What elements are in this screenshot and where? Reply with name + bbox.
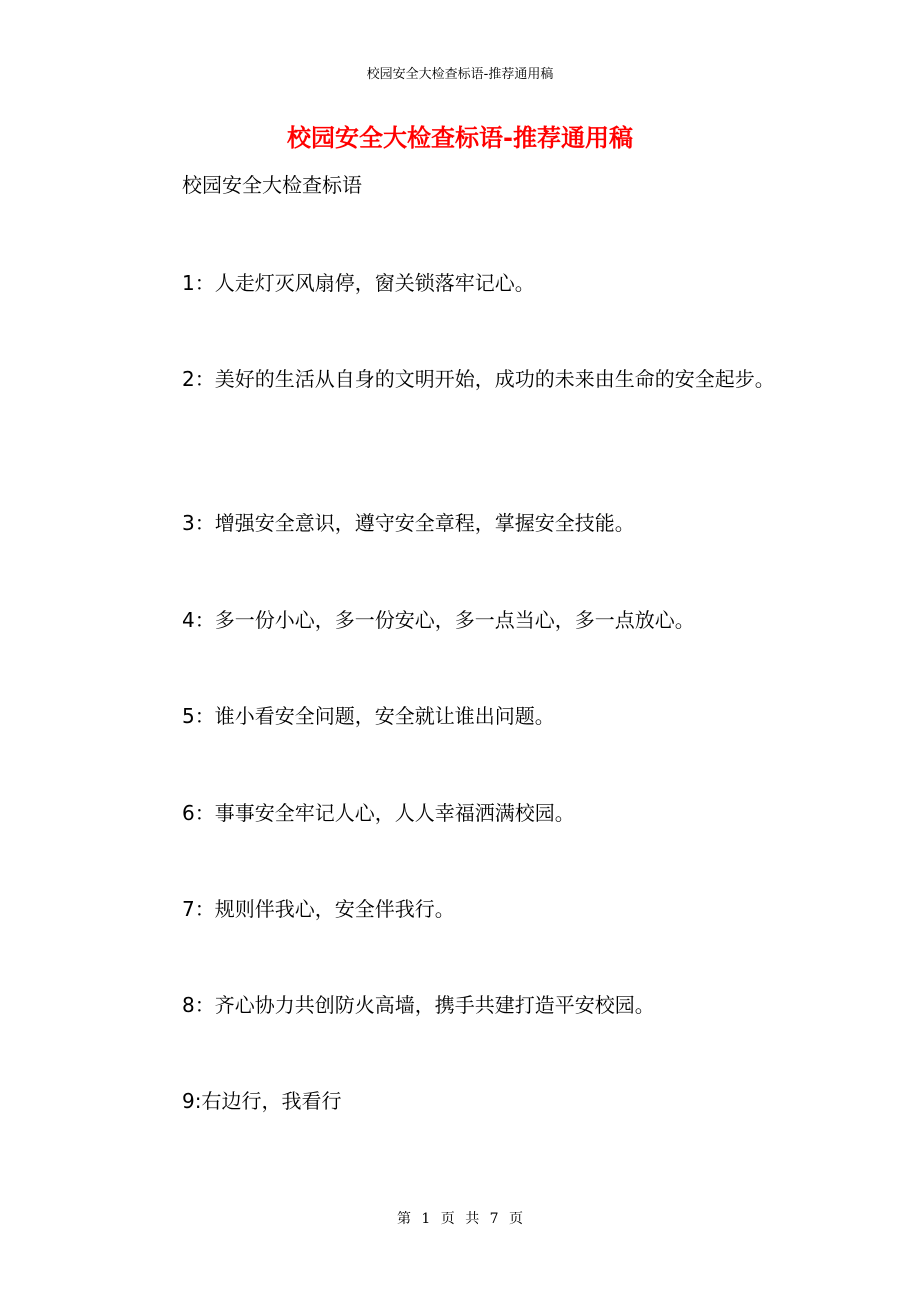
page-number-footer: 第 1 页 共 7 页 — [396, 1211, 524, 1227]
slogan-2: 2：美好的生活从自身的文明开始，成功的未来由生命的安全起步。 — [182, 367, 775, 391]
slogan-8: 8：齐心协力共创防火高墙，携手共建打造平安校园。 — [182, 993, 655, 1017]
slogan-5: 5：谁小看安全问题，安全就让谁出问题。 — [182, 704, 555, 728]
slogan-3: 3：增强安全意识，遵守安全章程，掌握安全技能。 — [182, 511, 635, 535]
running-header: 校园安全大检查标语-推荐通用稿 — [366, 67, 554, 82]
paragraph-subtitle: 校园安全大检查标语 — [182, 173, 362, 197]
slogan-7: 7：规则伴我心，安全伴我行。 — [182, 897, 455, 921]
slogan-1: 1：人走灯灭风扇停，窗关锁落牢记心。 — [182, 271, 535, 295]
document-title: 校园安全大检查标语-推荐通用稿 — [287, 124, 633, 152]
slogan-4: 4：多一份小心，多一份安心，多一点当心，多一点放心。 — [182, 608, 695, 632]
slogan-6: 6：事事安全牢记人心，人人幸福洒满校园。 — [182, 801, 575, 825]
slogan-9: 9:右边行，我看行 — [182, 1089, 342, 1113]
